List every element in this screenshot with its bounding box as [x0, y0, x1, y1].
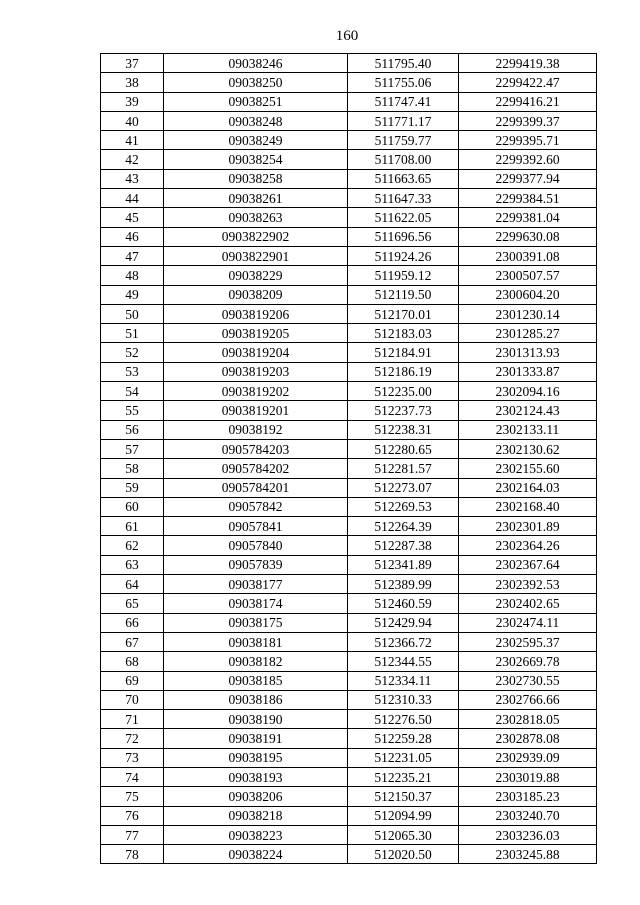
table-row	[101, 613, 597, 632]
row-number-cell: 77	[101, 825, 164, 844]
y-coordinate-cell: 2300507.57	[459, 266, 597, 285]
y-coordinate-cell: 2302367.64	[459, 555, 597, 574]
x-coordinate-cell: 512281.57	[348, 459, 459, 478]
y-coordinate-cell: 2302364.26	[459, 536, 597, 555]
table-row	[101, 478, 597, 497]
table-row	[101, 343, 597, 362]
point-code-cell: 0903819202	[164, 382, 348, 401]
x-coordinate-cell: 512273.07	[348, 478, 459, 497]
y-coordinate-cell: 2303236.03	[459, 825, 597, 844]
x-coordinate-cell: 512341.89	[348, 555, 459, 574]
y-coordinate-cell: 2302301.89	[459, 517, 597, 536]
y-coordinate-cell: 2299377.94	[459, 169, 597, 188]
point-code-cell: 0903819203	[164, 362, 348, 381]
y-coordinate-cell: 2302878.08	[459, 729, 597, 748]
x-coordinate-cell: 512065.30	[348, 825, 459, 844]
row-number-cell: 55	[101, 401, 164, 420]
table-row	[101, 227, 597, 246]
y-coordinate-cell: 2299419.38	[459, 54, 597, 73]
row-number-cell: 70	[101, 690, 164, 709]
y-coordinate-cell: 2302818.05	[459, 710, 597, 729]
row-number-cell: 39	[101, 92, 164, 111]
table-row	[101, 111, 597, 130]
x-coordinate-cell: 512119.50	[348, 285, 459, 304]
table-row	[101, 632, 597, 651]
table-row	[101, 324, 597, 343]
x-coordinate-cell: 511959.12	[348, 266, 459, 285]
row-number-cell: 67	[101, 632, 164, 651]
point-code-cell: 0903822901	[164, 246, 348, 265]
point-code-cell: 09038246	[164, 54, 348, 73]
x-coordinate-cell: 512280.65	[348, 439, 459, 458]
point-code-cell: 09038248	[164, 111, 348, 130]
table-row	[101, 536, 597, 555]
point-code-cell: 0903822902	[164, 227, 348, 246]
point-code-cell: 09038224	[164, 845, 348, 864]
x-coordinate-cell: 512310.33	[348, 690, 459, 709]
y-coordinate-cell: 2299630.08	[459, 227, 597, 246]
point-code-cell: 09038193	[164, 767, 348, 786]
table-row	[101, 246, 597, 265]
row-number-cell: 72	[101, 729, 164, 748]
y-coordinate-cell: 2302133.11	[459, 420, 597, 439]
point-code-cell: 09038206	[164, 787, 348, 806]
table-row	[101, 806, 597, 825]
point-code-cell: 09038263	[164, 208, 348, 227]
y-coordinate-cell: 2302164.03	[459, 478, 597, 497]
x-coordinate-cell: 511795.40	[348, 54, 459, 73]
x-coordinate-cell: 512366.72	[348, 632, 459, 651]
point-code-cell: 09038185	[164, 671, 348, 690]
y-coordinate-cell: 2301313.93	[459, 343, 597, 362]
point-code-cell: 09038218	[164, 806, 348, 825]
point-code-cell: 09038251	[164, 92, 348, 111]
point-code-cell: 09038191	[164, 729, 348, 748]
point-code-cell: 09038249	[164, 131, 348, 150]
table-row	[101, 575, 597, 594]
table-row	[101, 266, 597, 285]
table-row	[101, 497, 597, 516]
y-coordinate-cell: 2303240.70	[459, 806, 597, 825]
row-number-cell: 51	[101, 324, 164, 343]
y-coordinate-cell: 2299395.71	[459, 131, 597, 150]
table-row	[101, 690, 597, 709]
table-row	[101, 189, 597, 208]
point-code-cell: 0905784203	[164, 439, 348, 458]
row-number-cell: 65	[101, 594, 164, 613]
row-number-cell: 42	[101, 150, 164, 169]
x-coordinate-cell: 512389.99	[348, 575, 459, 594]
table-row	[101, 729, 597, 748]
x-coordinate-cell: 512344.55	[348, 652, 459, 671]
row-number-cell: 48	[101, 266, 164, 285]
x-coordinate-cell: 512259.28	[348, 729, 459, 748]
x-coordinate-cell: 511924.26	[348, 246, 459, 265]
point-code-cell: 09038261	[164, 189, 348, 208]
x-coordinate-cell: 512287.38	[348, 536, 459, 555]
y-coordinate-cell: 2303185.23	[459, 787, 597, 806]
table-row	[101, 92, 597, 111]
table-row	[101, 208, 597, 227]
point-code-cell: 09057839	[164, 555, 348, 574]
row-number-cell: 49	[101, 285, 164, 304]
point-code-cell: 09038209	[164, 285, 348, 304]
row-number-cell: 69	[101, 671, 164, 690]
point-code-cell: 0903819201	[164, 401, 348, 420]
table-row	[101, 420, 597, 439]
x-coordinate-cell: 511622.05	[348, 208, 459, 227]
table-row	[101, 362, 597, 381]
y-coordinate-cell: 2301285.27	[459, 324, 597, 343]
coordinates-table	[100, 53, 597, 864]
row-number-cell: 40	[101, 111, 164, 130]
row-number-cell: 63	[101, 555, 164, 574]
row-number-cell: 76	[101, 806, 164, 825]
x-coordinate-cell: 511747.41	[348, 92, 459, 111]
table-row	[101, 401, 597, 420]
table-row	[101, 671, 597, 690]
point-code-cell: 09038195	[164, 748, 348, 767]
y-coordinate-cell: 2300604.20	[459, 285, 597, 304]
y-coordinate-cell: 2302130.62	[459, 439, 597, 458]
point-code-cell: 09038174	[164, 594, 348, 613]
y-coordinate-cell: 2299422.47	[459, 73, 597, 92]
point-code-cell: 0903819205	[164, 324, 348, 343]
row-number-cell: 57	[101, 439, 164, 458]
y-coordinate-cell: 2302766.66	[459, 690, 597, 709]
row-number-cell: 73	[101, 748, 164, 767]
row-number-cell: 60	[101, 497, 164, 516]
row-number-cell: 59	[101, 478, 164, 497]
row-number-cell: 71	[101, 710, 164, 729]
point-code-cell: 09038250	[164, 73, 348, 92]
x-coordinate-cell: 512150.37	[348, 787, 459, 806]
point-code-cell: 09038192	[164, 420, 348, 439]
table-row	[101, 73, 597, 92]
y-coordinate-cell: 2299399.37	[459, 111, 597, 130]
page-number: 160	[335, 28, 359, 44]
y-coordinate-cell: 2299384.51	[459, 189, 597, 208]
x-coordinate-cell: 512429.94	[348, 613, 459, 632]
table-row	[101, 54, 597, 73]
y-coordinate-cell: 2303019.88	[459, 767, 597, 786]
point-code-cell: 09057842	[164, 497, 348, 516]
row-number-cell: 44	[101, 189, 164, 208]
point-code-cell: 09038254	[164, 150, 348, 169]
point-code-cell: 09057841	[164, 517, 348, 536]
point-code-cell: 09038229	[164, 266, 348, 285]
table-row	[101, 710, 597, 729]
row-number-cell: 37	[101, 54, 164, 73]
row-number-cell: 52	[101, 343, 164, 362]
table-row	[101, 767, 597, 786]
y-coordinate-cell: 2302124.43	[459, 401, 597, 420]
row-number-cell: 68	[101, 652, 164, 671]
row-number-cell: 64	[101, 575, 164, 594]
x-coordinate-cell: 512264.39	[348, 517, 459, 536]
row-number-cell: 53	[101, 362, 164, 381]
y-coordinate-cell: 2302669.78	[459, 652, 597, 671]
table-row	[101, 748, 597, 767]
y-coordinate-cell: 2302595.37	[459, 632, 597, 651]
y-coordinate-cell: 2303245.88	[459, 845, 597, 864]
table-row	[101, 439, 597, 458]
row-number-cell: 46	[101, 227, 164, 246]
table-row	[101, 285, 597, 304]
point-code-cell: 09038181	[164, 632, 348, 651]
x-coordinate-cell: 512460.59	[348, 594, 459, 613]
x-coordinate-cell: 512094.99	[348, 806, 459, 825]
x-coordinate-cell: 511771.17	[348, 111, 459, 130]
table-row	[101, 459, 597, 478]
x-coordinate-cell: 512170.01	[348, 304, 459, 323]
x-coordinate-cell: 512334.11	[348, 671, 459, 690]
x-coordinate-cell: 512020.50	[348, 845, 459, 864]
x-coordinate-cell: 512184.91	[348, 343, 459, 362]
x-coordinate-cell: 511647.33	[348, 189, 459, 208]
table-row	[101, 594, 597, 613]
point-code-cell: 0905784201	[164, 478, 348, 497]
table-row	[101, 131, 597, 150]
row-number-cell: 75	[101, 787, 164, 806]
x-coordinate-cell: 512237.73	[348, 401, 459, 420]
row-number-cell: 45	[101, 208, 164, 227]
point-code-cell: 09038223	[164, 825, 348, 844]
table-row	[101, 845, 597, 864]
y-coordinate-cell: 2302939.09	[459, 748, 597, 767]
row-number-cell: 54	[101, 382, 164, 401]
x-coordinate-cell: 511663.65	[348, 169, 459, 188]
x-coordinate-cell: 512183.03	[348, 324, 459, 343]
y-coordinate-cell: 2301230.14	[459, 304, 597, 323]
point-code-cell: 09038182	[164, 652, 348, 671]
point-code-cell: 0905784202	[164, 459, 348, 478]
y-coordinate-cell: 2302474.11	[459, 613, 597, 632]
y-coordinate-cell: 2302730.55	[459, 671, 597, 690]
row-number-cell: 38	[101, 73, 164, 92]
x-coordinate-cell: 511755.06	[348, 73, 459, 92]
row-number-cell: 41	[101, 131, 164, 150]
y-coordinate-cell: 2299381.04	[459, 208, 597, 227]
x-coordinate-cell: 512269.53	[348, 497, 459, 516]
table-row	[101, 304, 597, 323]
point-code-cell: 09038175	[164, 613, 348, 632]
y-coordinate-cell: 2299416.21	[459, 92, 597, 111]
point-code-cell: 09038190	[164, 710, 348, 729]
row-number-cell: 74	[101, 767, 164, 786]
coordinates-table-body	[101, 54, 597, 864]
table-row	[101, 150, 597, 169]
x-coordinate-cell: 512231.05	[348, 748, 459, 767]
point-code-cell: 09038258	[164, 169, 348, 188]
table-row	[101, 382, 597, 401]
y-coordinate-cell: 2302094.16	[459, 382, 597, 401]
x-coordinate-cell: 511696.56	[348, 227, 459, 246]
x-coordinate-cell: 512276.50	[348, 710, 459, 729]
table-row	[101, 169, 597, 188]
row-number-cell: 62	[101, 536, 164, 555]
table-row	[101, 787, 597, 806]
y-coordinate-cell: 2301333.87	[459, 362, 597, 381]
point-code-cell: 09057840	[164, 536, 348, 555]
point-code-cell: 09038177	[164, 575, 348, 594]
row-number-cell: 47	[101, 246, 164, 265]
x-coordinate-cell: 511759.77	[348, 131, 459, 150]
table-row	[101, 825, 597, 844]
row-number-cell: 43	[101, 169, 164, 188]
x-coordinate-cell: 512235.00	[348, 382, 459, 401]
y-coordinate-cell: 2302392.53	[459, 575, 597, 594]
y-coordinate-cell: 2300391.08	[459, 246, 597, 265]
point-code-cell: 0903819206	[164, 304, 348, 323]
y-coordinate-cell: 2302168.40	[459, 497, 597, 516]
row-number-cell: 58	[101, 459, 164, 478]
table-row	[101, 517, 597, 536]
row-number-cell: 56	[101, 420, 164, 439]
y-coordinate-cell: 2302155.60	[459, 459, 597, 478]
point-code-cell: 0903819204	[164, 343, 348, 362]
x-coordinate-cell: 512238.31	[348, 420, 459, 439]
x-coordinate-cell: 512186.19	[348, 362, 459, 381]
table-row	[101, 555, 597, 574]
row-number-cell: 50	[101, 304, 164, 323]
y-coordinate-cell: 2302402.65	[459, 594, 597, 613]
point-code-cell: 09038186	[164, 690, 348, 709]
row-number-cell: 78	[101, 845, 164, 864]
x-coordinate-cell: 511708.00	[348, 150, 459, 169]
x-coordinate-cell: 512235.21	[348, 767, 459, 786]
row-number-cell: 61	[101, 517, 164, 536]
table-row	[101, 652, 597, 671]
y-coordinate-cell: 2299392.60	[459, 150, 597, 169]
row-number-cell: 66	[101, 613, 164, 632]
